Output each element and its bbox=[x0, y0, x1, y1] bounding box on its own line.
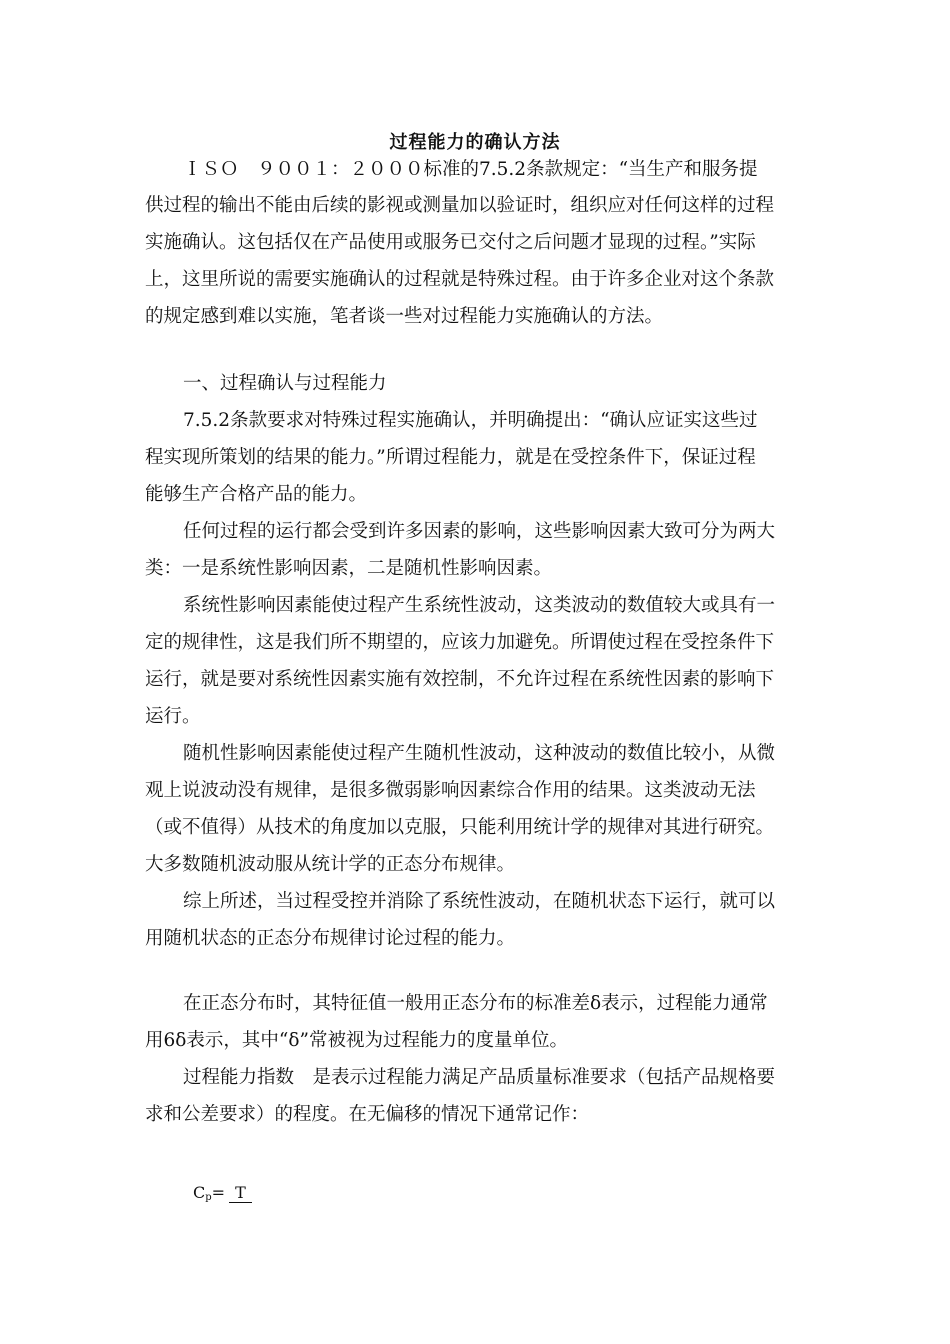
formula-lhs-main: C bbox=[193, 1183, 206, 1202]
paragraph-2-line-1: 7.5.2条款要求对特殊过程实施确认，并明确提出：“确认应证实这些过 bbox=[183, 410, 758, 431]
paragraph-5-line-2: 观上说波动没有规律，是很多微弱影响因素综合作用的结果。这类波动无法 bbox=[145, 780, 756, 801]
paragraph-1-line-5: 的规定感到难以实施，笔者谈一些对过程能力实施确认的方法。 bbox=[145, 306, 664, 327]
paragraph-4-line-3: 运行，就是要对系统性因素实施有效控制，不允许过程在系统性因素的影响下 bbox=[145, 669, 775, 690]
paragraph-4-line-4: 运行。 bbox=[145, 706, 201, 727]
paragraph-2-line-2: 程实现所策划的结果的能力。”所谓过程能力，就是在受控条件下，保证过程 bbox=[145, 447, 756, 468]
paragraph-1-line-4: 上，这里所说的需要实施确认的过程就是特殊过程。由于许多企业对这个条款 bbox=[145, 269, 775, 290]
paragraph-5-line-4: 大多数随机波动服从统计学的正态分布规律。 bbox=[145, 854, 516, 875]
paragraph-6-line-1: 综上所述，当过程受控并消除了系统性波动，在随机状态下运行，就可以 bbox=[183, 891, 776, 912]
paragraph-7-line-1: 在正态分布时，其特征值一般用正态分布的标准差δ表示，过程能力通常 bbox=[183, 993, 768, 1014]
formula-numerator: T bbox=[229, 1183, 252, 1203]
paragraph-8-line-1: 过程能力指数 是表示过程能力满足产品质量标准要求（包括产品规格要 bbox=[183, 1067, 776, 1088]
paragraph-5-line-3: （或不值得）从技术的角度加以克服，只能利用统计学的规律对其进行研究。 bbox=[145, 817, 775, 838]
cp-formula bbox=[193, 1183, 252, 1203]
paragraph-7-line-2: 用6δ表示，其中“δ”常被视为过程能力的度量单位。 bbox=[145, 1030, 568, 1051]
paragraph-1-line-2: 供过程的输出不能由后续的影视或测量加以验证时，组织应对任何这样的过程 bbox=[145, 195, 775, 216]
paragraph-3-line-1: 任何过程的运行都会受到许多因素的影响，这些影响因素大致可分为两大 bbox=[183, 521, 776, 542]
paragraph-1-line-3: 实施确认。这包括仅在产品使用或服务已交付之后问题才显现的过程。”实际 bbox=[145, 232, 756, 253]
paragraph-4-line-1: 系统性影响因素能使过程产生系统性波动，这类波动的数值较大或具有一 bbox=[183, 595, 776, 616]
paragraph-3-line-2: 类：一是系统性影响因素，二是随机性影响因素。 bbox=[145, 558, 553, 579]
formula-equals: = bbox=[211, 1183, 226, 1202]
paragraph-1-line-1: ＩＳＯ ９００１：２０００标准的7.5.2条款规定：“当生产和服务提 bbox=[183, 159, 758, 180]
paragraph-8-line-2: 求和公差要求）的程度。在无偏移的情况下通常记作： bbox=[145, 1104, 590, 1125]
section-1-heading: 一、过程确认与过程能力 bbox=[183, 373, 387, 394]
paragraph-2-line-3: 能够生产合格产品的能力。 bbox=[145, 484, 368, 505]
paragraph-5-line-1: 随机性影响因素能使过程产生随机性波动，这种波动的数值比较小，从微 bbox=[183, 743, 776, 764]
document-title: 过程能力的确认方法 bbox=[389, 132, 561, 153]
paragraph-6-line-2: 用随机状态的正态分布规律讨论过程的能力。 bbox=[145, 928, 516, 949]
formula-lhs-subscript: p bbox=[205, 1192, 212, 1203]
paragraph-4-line-2: 定的规律性，这是我们所不期望的，应该力加避免。所谓使过程在受控条件下 bbox=[145, 632, 775, 653]
